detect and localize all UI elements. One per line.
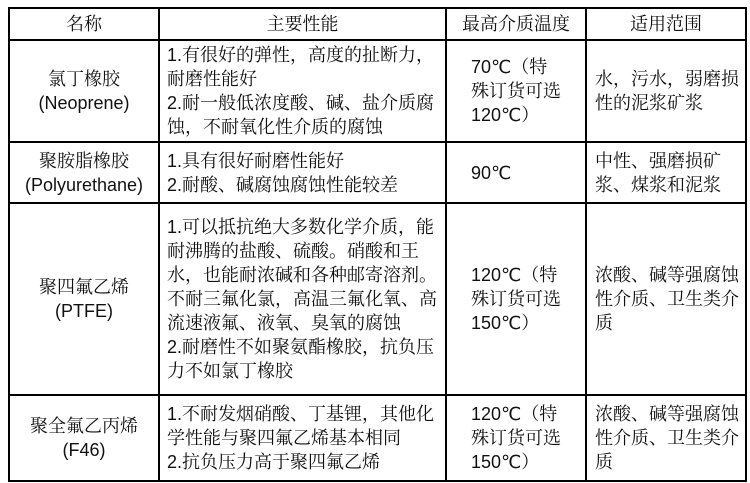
cell-max-temperature [446, 142, 586, 203]
cell-main-performance [159, 142, 446, 203]
material-name-cn: 聚四氟乙烯 [39, 277, 129, 297]
material-name-cn: 聚全氟乙丙烯 [30, 416, 138, 436]
cell-main-performance [159, 40, 446, 142]
table-row-ptfe [9, 203, 746, 395]
applicable-range-value: 水，污水，弱磨损性的泥浆矿浆 [595, 69, 739, 113]
material-name-en: (F46) [62, 440, 106, 460]
table-row-f46 [9, 395, 746, 481]
performance-item: 1.具有很好耐磨性能好 [167, 150, 345, 171]
performance-item: 1.有很好的弹性，高度的扯断力，耐磨性能好 [167, 45, 435, 89]
performance-item: 1.不耐发烟硝酸、丁基锂，其他化学性能与聚四氟乙烯基本相同 [167, 404, 435, 448]
performance-item: 2.耐磨性不如聚氨酯橡胶，抗负压力不如氯丁橡胶 [167, 337, 435, 381]
applicable-range-value: 浓酸、碱等强腐蚀性介质、卫生类介质 [595, 265, 739, 333]
max-temperature-value: 90℃ [471, 162, 512, 183]
material-name-en: (Polyurethane) [24, 174, 144, 195]
header-applicable-range: 适用范围 [586, 8, 746, 40]
cell-applicable-range [586, 203, 746, 395]
cell-main-performance [159, 203, 446, 395]
table-row-polyurethane [9, 142, 746, 203]
cell-material-name [9, 395, 159, 481]
cell-material-name [9, 142, 159, 203]
max-temperature-value: 70℃（特殊订货可选120℃） [471, 57, 561, 125]
table-row-neoprene [9, 40, 746, 142]
material-name-cn: 氯丁橡胶 [48, 69, 120, 89]
table-header-row [9, 8, 746, 40]
cell-max-temperature [446, 395, 586, 481]
material-name-cn: 聚胺脂橡胶 [39, 150, 129, 171]
performance-item: 1.可以抵抗绝大多数化学介质，能耐沸腾的盐酸、硫酸。硝酸和王水，也能耐浓碱和各种邮寄溶剂。不耐三氟化氯，高温三氟化氧、高流速液氟、液氧、臭氧的腐蚀 [167, 217, 437, 333]
performance-item: 2.耐酸、碱腐蚀腐蚀性能较差 [167, 174, 399, 195]
header-material-name: 名称 [9, 8, 159, 40]
cell-max-temperature [446, 203, 586, 395]
cell-applicable-range [586, 142, 746, 203]
cell-material-name [9, 203, 159, 395]
cell-main-performance [159, 395, 446, 481]
header-max-medium-temperature: 最高介质温度 [446, 8, 586, 40]
performance-item: 2.抗负压力高于聚四氟乙烯 [167, 452, 381, 472]
cell-applicable-range [586, 40, 746, 142]
applicable-range-value: 浓酸、碱等强腐蚀性介质、卫生类介质 [595, 404, 739, 472]
max-temperature-value: 120℃（特殊订货可选150℃） [471, 404, 561, 472]
max-temperature-value: 120℃（特殊订货可选150℃） [471, 265, 561, 333]
materials-spec-table [8, 7, 747, 482]
cell-applicable-range [586, 395, 746, 481]
performance-item: 2.耐一般低浓度酸、碱、盐介质腐蚀，不耐氧化性介质的腐蚀 [167, 93, 435, 137]
material-name-en: (Neoprene) [38, 93, 130, 113]
material-name-en: (PTFE) [55, 301, 113, 321]
cell-max-temperature [446, 40, 586, 142]
cell-material-name [9, 40, 159, 142]
header-main-performance: 主要性能 [159, 8, 446, 40]
applicable-range-value: 中性、强磨损矿浆、煤浆和泥浆 [595, 150, 721, 195]
